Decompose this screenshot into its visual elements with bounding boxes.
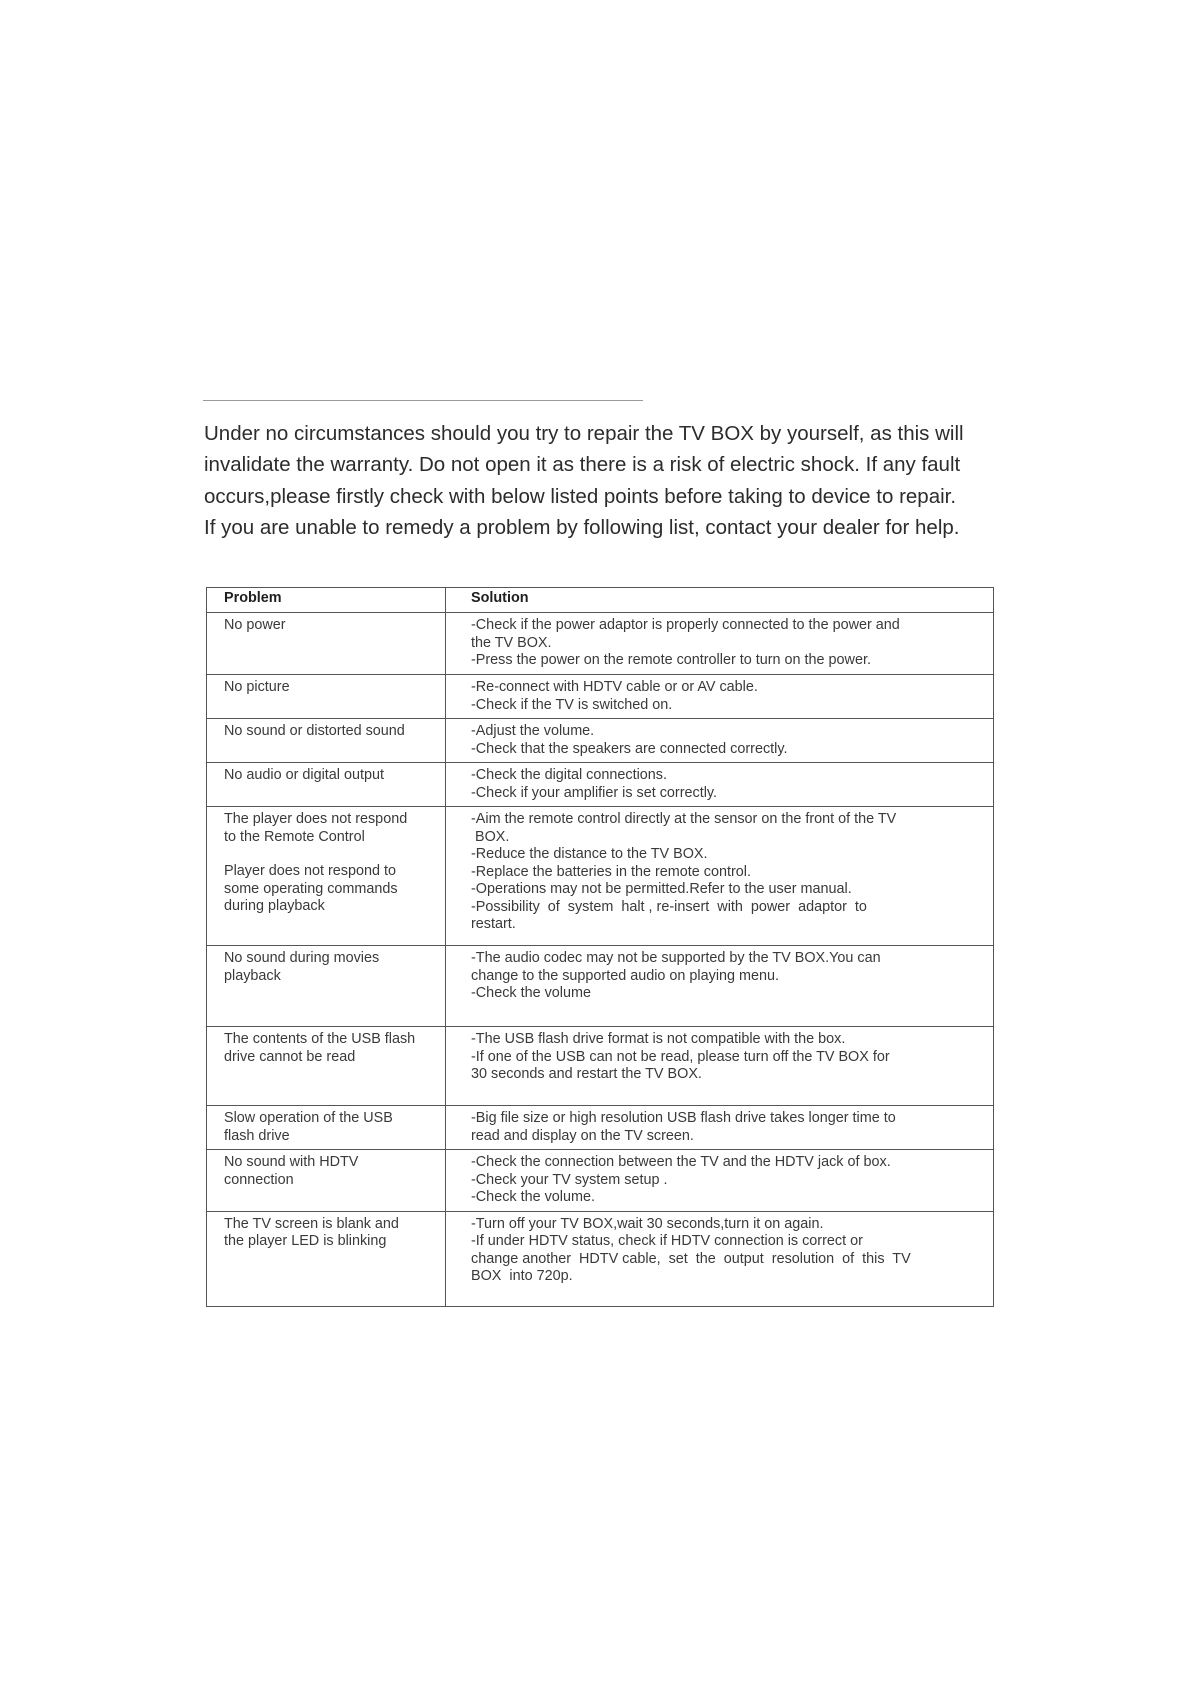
problem-cell — [207, 613, 446, 675]
problem-cell — [207, 807, 446, 946]
solution-header: Solution — [446, 588, 994, 613]
problem-text: No sound or distorted sound — [224, 723, 405, 739]
solution-text: the TV BOX. — [471, 634, 552, 651]
solution-text: -Big file size or high resolution USB flash drive takes longer time to — [471, 1110, 896, 1126]
table-row — [207, 613, 994, 675]
solution-text: -If under HDTV status, check if HDTV connection is correct or — [471, 1233, 863, 1249]
table-row — [207, 1211, 994, 1306]
problem-text: No audio or digital output — [224, 767, 385, 783]
problem-cell — [207, 763, 446, 807]
solution-text: -Check if your amplifier is set correctly. — [471, 784, 718, 801]
problem-text: Slow operation of the USB — [224, 1110, 393, 1126]
solution-text: -Check that the speakers are connected correctly. — [471, 740, 788, 757]
solution-cell — [446, 675, 994, 719]
table-row — [207, 675, 994, 719]
table-row — [207, 946, 994, 1027]
intro-line: occurs,please firstly check with below listed points before taking to device to repair. — [204, 484, 957, 508]
table-row — [207, 1106, 994, 1150]
solution-text: -The USB flash drive format is not compatible with the box. — [471, 1031, 846, 1047]
problem-cell — [207, 1150, 446, 1212]
problem-text: some operating commands — [224, 880, 398, 897]
solution-cell — [446, 1150, 994, 1212]
solution-cell — [446, 1211, 994, 1306]
table-header-row — [207, 588, 994, 613]
problem-cell — [207, 675, 446, 719]
problem-text: playback — [224, 967, 281, 984]
table-row — [207, 763, 994, 807]
solution-text: -Check the digital connections. — [471, 767, 667, 783]
problem-header: Problem — [207, 588, 446, 613]
solution-cell — [446, 946, 994, 1027]
solution-text: -Operations may not be permitted.Refer to the user manual. — [471, 881, 852, 897]
intro-paragraph — [204, 418, 1004, 543]
solution-text: -Check your TV system setup . — [471, 1171, 668, 1188]
paragraph-gap — [224, 846, 429, 863]
problem-text: The player does not respond — [224, 811, 408, 827]
solution-text: -Check if the TV is switched on. — [471, 696, 673, 713]
problem-text: the player LED is blinking — [224, 1233, 387, 1249]
solution-cell — [446, 1106, 994, 1150]
problem-cell — [207, 1027, 446, 1106]
problem-text: The TV screen is blank and — [224, 1215, 399, 1232]
solution-cell — [446, 719, 994, 763]
problem-text: to the Remote Control — [224, 828, 365, 845]
problem-text: No sound during movies — [224, 950, 380, 966]
intro-line: invalidate the warranty. Do not open it as there is a risk of electric shock. If any fault — [204, 453, 961, 477]
table-row — [207, 1027, 994, 1106]
problem-cell — [207, 946, 446, 1027]
solution-text: -Press the power on the remote controller to turn on the power. — [471, 652, 871, 668]
intro-line: If you are unable to remedy a problem by following list, contact your dealer for help. — [204, 515, 960, 539]
section-divider — [203, 400, 643, 401]
intro-line: Under no circumstances should you try to repair the TV BOX by yourself, as this will — [204, 422, 964, 445]
solution-text: -Adjust the volume. — [471, 723, 595, 739]
solution-text: restart. — [471, 916, 516, 932]
solution-cell — [446, 807, 994, 946]
table-row — [207, 807, 994, 946]
solution-text: -The audio codec may not be supported by the TV BOX.You can — [471, 950, 881, 966]
solution-text: -Re-connect with HDTV cable or or AV cable. — [471, 679, 758, 695]
problem-text: Player does not respond to — [224, 863, 396, 879]
problem-cell — [207, 1211, 446, 1306]
solution-text: BOX. — [471, 828, 510, 845]
problem-text: No power — [224, 617, 286, 633]
solution-text: change to the supported audio on playing menu. — [471, 967, 780, 984]
solution-text: -Check the volume — [471, 985, 591, 1001]
solution-cell — [446, 1027, 994, 1106]
troubleshooting-table — [206, 587, 994, 1307]
solution-text: -Check if the power adaptor is properly connected to the power and — [471, 617, 900, 633]
problem-text: connection — [224, 1171, 294, 1188]
solution-text: -Aim the remote control directly at the sensor on the front of the TV — [471, 811, 897, 827]
table-row — [207, 719, 994, 763]
solution-text: change another HDTV cable, set the output resolution of this TV — [471, 1250, 911, 1267]
problem-text: No sound with HDTV — [224, 1154, 359, 1170]
problem-text: No picture — [224, 679, 290, 695]
solution-text: 30 seconds and restart the TV BOX. — [471, 1066, 702, 1082]
solution-cell — [446, 613, 994, 675]
problem-text: during playback — [224, 898, 325, 914]
solution-text: -Check the connection between the TV and the HDTV jack of box. — [471, 1154, 891, 1170]
solution-text: -Check the volume. — [471, 1189, 595, 1205]
solution-text: -Replace the batteries in the remote control. — [471, 863, 751, 880]
problem-text: The contents of the USB flash — [224, 1031, 416, 1047]
solution-cell — [446, 763, 994, 807]
solution-text: read and display on the TV screen. — [471, 1127, 694, 1144]
solution-text: -If one of the USB can not be read, please turn off the TV BOX for — [471, 1048, 890, 1065]
problem-text: flash drive — [224, 1127, 290, 1144]
solution-text: -Turn off your TV BOX,wait 30 seconds,turn it on again. — [471, 1215, 824, 1232]
problem-cell — [207, 1106, 446, 1150]
solution-text: -Reduce the distance to the TV BOX. — [471, 846, 708, 862]
table-row — [207, 1150, 994, 1212]
solution-text: BOX into 720p. — [471, 1268, 573, 1284]
solution-text: -Possibility of system halt , re-insert with power adaptor to — [471, 898, 867, 915]
problem-cell — [207, 719, 446, 763]
problem-text: drive cannot be read — [224, 1048, 356, 1065]
